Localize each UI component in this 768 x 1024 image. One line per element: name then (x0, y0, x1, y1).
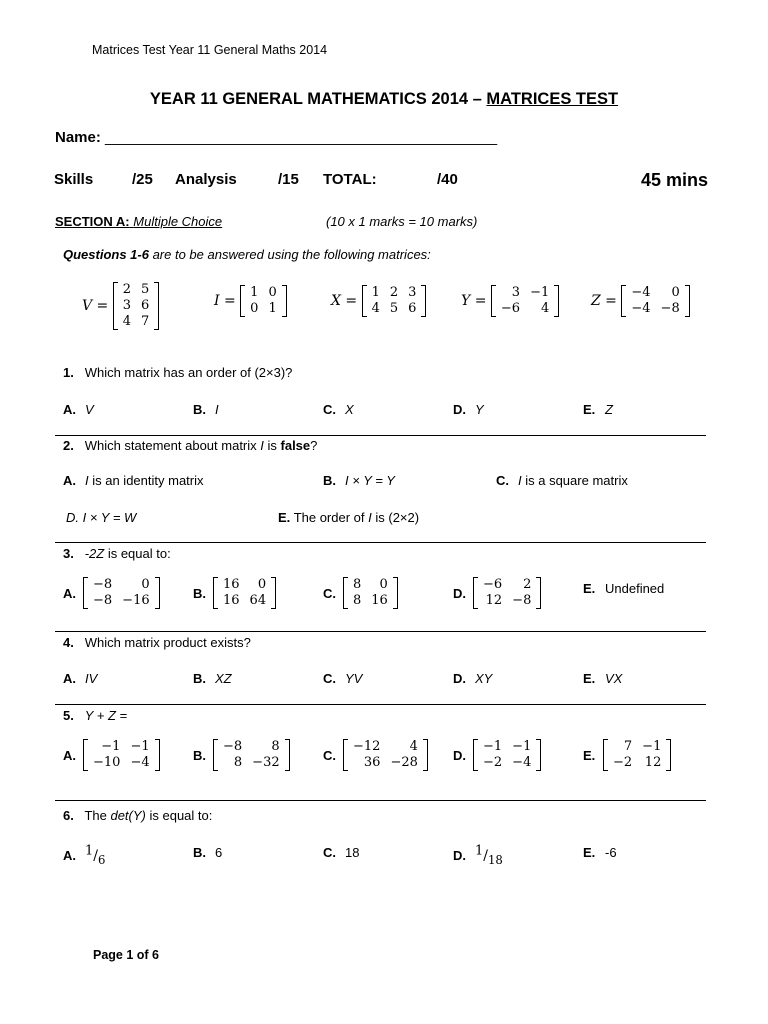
option-text: VX (605, 671, 623, 686)
matrix-grid (362, 285, 427, 317)
divider (55, 435, 706, 436)
q1-option-c[interactable] (323, 402, 354, 417)
q3-option-d[interactable] (453, 577, 541, 609)
option-letter: E. (583, 845, 596, 860)
option-var: I (85, 473, 89, 488)
q4-option-b[interactable] (193, 671, 232, 686)
divider (55, 704, 706, 705)
q6-option-c[interactable] (323, 845, 359, 860)
question-number: 2. (63, 438, 74, 453)
option-matrix (213, 577, 276, 609)
matrix-cell: 0 (379, 577, 388, 592)
matrix-cell: 3 (408, 285, 417, 300)
q4-option-c[interactable] (323, 671, 362, 686)
question-end: ? (310, 438, 318, 453)
matrix-label: I = (214, 293, 236, 309)
option-text: -6 (605, 845, 617, 860)
matrix-cell: 64 (249, 593, 267, 608)
matrix-cell: 4 (409, 739, 418, 754)
q3-option-a[interactable] (63, 577, 160, 609)
question-bold: false (280, 438, 311, 453)
matrix-cell: 0 (257, 577, 267, 592)
frac-numerator: 1 (85, 843, 94, 858)
q3-option-c[interactable] (323, 577, 398, 609)
question-text: Y + Z = (84, 708, 128, 723)
option-var: I (518, 473, 522, 488)
matrix-cell: 36 (363, 755, 381, 770)
running-header: Matrices Test Year 11 General Maths 2014 (92, 43, 328, 57)
matrix-cell: 3 (511, 285, 521, 300)
q6-option-e[interactable] (583, 845, 617, 860)
option-matrix (473, 739, 541, 771)
matrix-cell: 8 (353, 593, 362, 608)
matrix-label: V = (82, 298, 109, 314)
option-text: I (215, 402, 219, 417)
option-matrix (213, 739, 290, 771)
option-letter: E. (583, 402, 596, 417)
matrix-cell: 8 (353, 577, 362, 592)
option-letter: D. (453, 847, 466, 863)
matrix-cell: −4 (512, 755, 532, 770)
matrix-cell: 0 (250, 301, 259, 316)
matrix-cell: −1 (483, 739, 503, 754)
matrix-cell: −4 (130, 755, 150, 770)
question-text-end: is equal to: (145, 808, 213, 823)
matrix-cell: −8 (93, 577, 113, 592)
q3-option-e[interactable] (583, 581, 664, 596)
option-letter: B. (193, 402, 206, 417)
matrix-cell: 7 (141, 314, 150, 329)
q5-option-d[interactable] (453, 739, 541, 771)
q1-option-d[interactable] (453, 402, 484, 417)
q2-option-d[interactable]: D. I × Y = W (66, 510, 137, 525)
option-letter: C. (323, 585, 336, 601)
option-letter: A. (63, 402, 76, 417)
matrix-cell: 1 (371, 285, 380, 300)
option-letter: B. (193, 671, 206, 686)
q2-option-c[interactable] (496, 473, 628, 488)
option-text: X (345, 402, 354, 417)
option-text: XZ (215, 671, 232, 686)
option-text: V (85, 402, 94, 417)
matrix-x (331, 285, 426, 317)
option-letter: C. (323, 747, 336, 763)
option-letter: A. (63, 671, 76, 686)
question-var: Z (96, 546, 105, 561)
matrix-cell: −12 (353, 739, 381, 754)
time-allowed: 45 mins (641, 170, 709, 190)
skills-out-of: /25 (132, 171, 153, 188)
option-text: Z (605, 402, 613, 417)
option-letter: E. (583, 671, 596, 686)
title-main: YEAR 11 GENERAL MATHEMATICS 2014 – (149, 90, 487, 108)
section-label: SECTION A: (55, 214, 130, 229)
frac-denominator: 18 (488, 852, 503, 867)
matrix-cell: −2 (613, 755, 633, 770)
question-text: Which matrix product exists? (84, 635, 251, 650)
q6-option-b[interactable] (193, 845, 222, 860)
matrix-cell: 16 (371, 593, 388, 608)
option-letter: E. (278, 510, 291, 525)
frac-denominator: 6 (98, 852, 106, 867)
matrix-cell: 4 (371, 301, 380, 316)
q1-option-a[interactable] (63, 402, 94, 417)
matrix-cell: 0 (141, 577, 150, 592)
title-sub: MATRICES TEST (486, 90, 619, 108)
matrix-cell: 0 (671, 285, 680, 300)
option-letter: D. (453, 671, 466, 686)
option-matrix (603, 739, 671, 771)
q5-option-c[interactable] (323, 739, 428, 771)
q4-option-a[interactable] (63, 671, 97, 686)
q2-option-b[interactable] (323, 473, 395, 488)
matrix-cell: −4 (631, 301, 651, 316)
question-text-mid: is (263, 438, 281, 453)
q3-option-b[interactable] (193, 577, 276, 609)
option-var: I (368, 510, 372, 525)
question-text: Which statement about matrix (84, 438, 261, 453)
question-number: 3. (63, 546, 74, 561)
matrix-cell: 6 (408, 301, 417, 316)
option-letter: A. (63, 847, 76, 863)
option-matrix (83, 577, 160, 609)
section-marks: (10 x 1 marks = 10 marks) (326, 214, 478, 229)
matrix-cell: 4 (122, 314, 132, 329)
instruction-rest: are to be answered using the following matrices: (148, 247, 431, 262)
option-matrix (83, 739, 160, 771)
option-text: The order of (293, 510, 369, 525)
option-text: I × Y = Y (345, 473, 395, 488)
matrix-cell: −8 (223, 739, 243, 754)
matrix-label: Z = (591, 293, 617, 309)
question-number: 1. (63, 365, 74, 380)
option-text-end: is (2×2) (371, 510, 420, 525)
matrix-cell: 16 (223, 577, 240, 592)
name-line: _______________________________________________ (105, 129, 498, 146)
matrix-cell: 2 (523, 577, 532, 592)
option-letter: B. (323, 473, 336, 488)
option-letter: A. (63, 473, 76, 488)
matrix-cell: 3 (122, 298, 132, 313)
option-text: IV (85, 671, 98, 686)
question-text-end: is equal to: (104, 546, 171, 561)
matrix-cell: 12 (644, 755, 662, 770)
matrix-cell: 5 (141, 282, 150, 297)
matrix-cell: −1 (101, 739, 121, 754)
matrix-cell: 8 (233, 755, 243, 770)
section-heading (55, 214, 222, 229)
matrix-cell: −8 (660, 301, 680, 316)
matrix-cell: −32 (252, 755, 280, 770)
name-field[interactable] (55, 129, 497, 146)
matrix-grid (113, 282, 160, 330)
option-text: Undefined (605, 581, 665, 596)
matrix-i (214, 285, 287, 317)
matrix-cell: −1 (642, 739, 662, 754)
page-title (0, 90, 768, 109)
option-letter: A. (63, 747, 76, 763)
option-matrix (473, 577, 541, 609)
matrix-grid (240, 285, 287, 317)
matrix-cell: 7 (623, 739, 633, 754)
matrix-label: Y = (461, 293, 487, 309)
question-3 (63, 546, 171, 561)
option-letter: B. (193, 845, 206, 860)
matrix-v (82, 282, 159, 330)
matrix-cell: −28 (390, 755, 418, 770)
option-letter: E. (583, 747, 596, 763)
matrix-cell: −4 (631, 285, 651, 300)
matrix-y (461, 285, 559, 317)
q6-option-a[interactable]: A. $^1/_6$ (63, 843, 106, 867)
option-text: 6 (215, 845, 223, 860)
question-number: 4. (63, 635, 74, 650)
option-letter: D. (453, 402, 466, 417)
section-type: Multiple Choice (133, 214, 223, 229)
question-text: -2 (84, 546, 97, 561)
matrix-cell: 4 (540, 301, 550, 316)
question-var: I (260, 438, 264, 453)
divider (55, 542, 706, 543)
matrix-cell: −10 (93, 755, 121, 770)
q5-option-b[interactable] (193, 739, 290, 771)
matrix-cell: −2 (483, 755, 503, 770)
question-var: det(Y) (110, 808, 146, 823)
q4-option-d[interactable] (453, 671, 492, 686)
option-letter: C. (323, 671, 336, 686)
q5-option-e[interactable] (583, 739, 671, 771)
matrix-cell: 2 (389, 285, 399, 300)
instruction (63, 247, 431, 262)
matrix-cell: 1 (268, 301, 277, 316)
matrix-cell: 16 (223, 593, 240, 608)
frac-numerator: 1 (475, 843, 484, 858)
matrix-cell: 2 (122, 282, 132, 297)
matrix-cell: −8 (93, 593, 113, 608)
option-text: 18 (345, 845, 360, 860)
option-text: XY (475, 671, 493, 686)
matrix-cell: 8 (271, 739, 280, 754)
q4-option-e[interactable] (583, 671, 622, 686)
matrix-cell: −6 (483, 577, 503, 592)
matrix-grid (621, 285, 689, 317)
matrix-grid (491, 285, 559, 317)
analysis-out-of: /15 (278, 171, 299, 188)
q5-option-a[interactable] (63, 739, 160, 771)
option-letter: C. (323, 402, 336, 417)
page-number: Page 1 of 6 (93, 948, 159, 962)
q1-option-e[interactable] (583, 402, 613, 417)
matrix-cell: 5 (389, 301, 399, 316)
matrix-cell: 1 (250, 285, 259, 300)
option-text: Y (475, 402, 484, 417)
option-letter: B. (193, 585, 206, 601)
question-number: 5. (63, 708, 74, 723)
question-6 (63, 808, 212, 823)
option-letter: D. (453, 747, 466, 763)
option-letter: E. (583, 581, 596, 596)
matrix-cell: −8 (512, 593, 532, 608)
name-label: Name: (55, 129, 101, 146)
question-number: 6. (63, 808, 74, 823)
divider (55, 800, 706, 801)
option-letter: D. (453, 585, 466, 601)
question-4 (63, 635, 251, 650)
skills-label: Skills (54, 171, 94, 188)
question-text: Which matrix has an order of (2×3)? (84, 365, 293, 380)
question-1 (63, 365, 292, 380)
option-text: is an identity matrix (88, 473, 204, 488)
option-letter: C. (496, 473, 509, 488)
divider (55, 631, 706, 632)
matrix-cell: −6 (500, 301, 521, 316)
option-matrix (343, 577, 398, 609)
q1-option-b[interactable] (193, 402, 219, 417)
total-out-of: /40 (437, 171, 458, 188)
matrix-cell: 6 (141, 298, 150, 313)
option-text: is a square matrix (521, 473, 628, 488)
matrix-cell: −1 (512, 739, 532, 754)
matrix-z (591, 285, 690, 317)
total-label: TOTAL: (323, 171, 377, 188)
analysis-label: Analysis (175, 171, 237, 188)
option-letter: C. (323, 845, 336, 860)
question-2 (63, 438, 317, 453)
option-text: YV (345, 671, 363, 686)
option-letter: B. (193, 747, 206, 763)
matrix-cell: 12 (485, 593, 503, 608)
option-letter: A. (63, 585, 76, 601)
option-matrix (343, 739, 428, 771)
q6-option-d[interactable]: D. $^1/_{18}$ (453, 843, 503, 867)
matrix-label: X = (331, 293, 358, 309)
matrix-cell: −16 (122, 593, 150, 608)
question-text: The (84, 808, 111, 823)
q2-option-a[interactable] (63, 473, 204, 488)
matrix-cell: 0 (268, 285, 277, 300)
q2-option-e[interactable] (278, 510, 419, 525)
matrix-cell: −1 (530, 285, 550, 300)
instruction-bold: Questions 1-6 (63, 247, 149, 262)
question-5 (63, 708, 127, 723)
matrix-cell: −1 (130, 739, 150, 754)
